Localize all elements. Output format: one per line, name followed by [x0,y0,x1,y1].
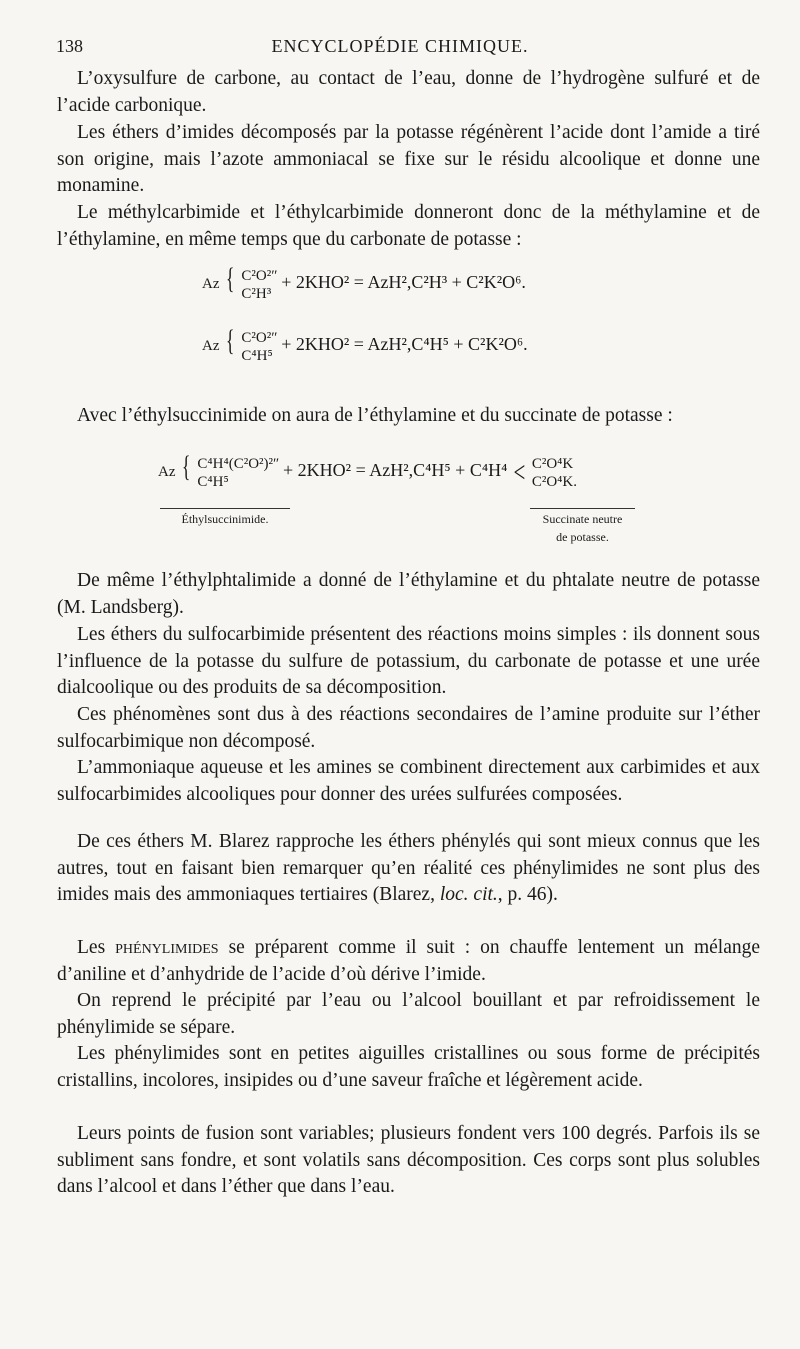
equation-mid: + 2KHO² = AzH²,C⁴H⁵ + C⁴H⁴ [283,460,508,480]
paragraph-ethylphtalimide: De même l’éthylphtalimide a donné de l’éthylamine et du phtalate neutre de potasse (M. Landsberg). [57,570,760,618]
paragraph-ethylsuccinimide: Avec l’éthylsuccinimide on aura de l’éthylamine et du succinate de potasse : [77,405,673,426]
page-number: 138 [56,36,83,56]
blarez-loc-cit: loc. cit. [439,884,498,905]
blarez-text-a: De ces éthers M. Blarez rapproche les éthers phénylés qui sont mieux connus que les autres, tout en faisant bien remarquer qu’en réalité ces phénylimides ne sont plus des imides mais des ammoniaques tertiaires (Blarez, [57,831,760,905]
equation-stack [197,455,279,491]
equation-az: Az [158,464,176,480]
paragraph-sulfocarbimide: Les éthers du sulfocarbimide présentent des réactions moins simples : ils donnent sous l’influence de la potasse du sulfure de potassium, du carbonate de potasse et une urée dialcoolique ou des produits de sa décomposition. [57,624,760,698]
paragraph-phenomenes: Ces phénomènes sont dus à des réactions secondaires de l’amine produite sur l’éther sulfocarbimique non décomposé. [57,704,760,752]
equation-ethylsuccinimide [158,452,577,491]
brace-icon: { [226,262,235,295]
equation-methylcarbimide [202,264,526,303]
equation-top: C²O²″ [241,329,278,346]
equation-right-stack [532,455,577,491]
prep-text-b: se préparent comme il suit : on chauffe lentement un mélange d’aniline et d’anhydride de l’acide d’où dérive l’imide. [57,937,761,985]
label-succinate-1: Succinate neutre [542,512,623,526]
underbrace-right [530,508,635,509]
prep-smallcaps: phénylimides [115,937,219,958]
paragraph-proprietes: Les phénylimides sont en petites aiguilles cristallines ou sous forme de précipités cristallins, incolores, insipides ou d’une saveur fraîche et légèrement acide. [57,1043,760,1091]
running-title: ENCYCLOPÉDIE CHIMIQUE. [271,36,529,56]
equation-top: C⁴H⁴(C²O²)²″ [197,455,280,472]
prep-text-a: Les [77,937,116,958]
paragraph-fusion: Leurs points de fusion sont variables; plusieurs fondent vers 100 degrés. Parfois ils se subliment sans fondre, et sont volatils sans décomposition. Ces corps sont plus solubles dans l’alcool et dans l’éther que dans l’eau. [57,1123,760,1197]
brace-icon: { [182,450,191,483]
equation-bottom: C⁴H⁵ [197,473,229,490]
equation-ethylcarbimide [202,326,528,365]
angle-bracket-icon: < [513,455,526,489]
equation-az: Az [202,276,220,292]
paragraph-carbimides: Le méthylcarbimide et l’éthylcarbimide donneront donc de la méthylamine et de l’éthylamine, en même temps que du carbonate de potasse : [57,202,760,250]
page-header [56,36,744,60]
label-succinate-2: de potasse. [556,530,609,544]
paragraph-phenylimides-preparation [57,935,760,988]
underbrace-left [160,508,290,509]
brace-icon: { [226,324,235,357]
paragraph-ethers-imides: Les éthers d’imides décomposés par la potasse régénèrent l’acide dont l’amide a tiré son origine, mais l’azote ammoniacal se fixe sur le résidu alcoolique et donne une monamine. [57,122,760,196]
equation-az: Az [202,338,220,354]
paragraph-ammoniaque: L’ammoniaque aqueuse et les amines se combinent directement aux carbimides et aux sulfocarbimides alcooliques pour donner des urées sulfurées composées. [57,757,760,805]
label-ethylsuccinimide: Éthylsuccinimide. [181,512,269,526]
blarez-text-b: , p. 46). [497,884,558,905]
equation-rest: + 2KHO² = AzH²,C⁴H⁵ + C²K²O⁶. [281,334,528,354]
equation-stack [241,329,277,365]
equation-right-top: C²O⁴K [531,455,574,472]
paragraph-precipite: On reprend le précipité par l’eau ou l’alcool bouillant et par refroidissement le phénylimide se sépare. [57,990,760,1038]
equation-bottom: C⁴H⁵ [241,347,273,364]
equation-top: C²O²″ [241,267,278,284]
equation-rest: + 2KHO² = AzH²,C²H³ + C²K²O⁶. [281,272,526,292]
equation-bottom: C²H³ [241,285,272,302]
paragraph-oxysulfure: L’oxysulfure de carbone, au contact de l’eau, donne de l’hydrogène sulfuré et de l’acide carbonique. [57,68,760,116]
paragraph-blarez [57,829,760,909]
equation-stack [241,267,277,303]
equation-right-bottom: C²O⁴K. [531,473,577,490]
